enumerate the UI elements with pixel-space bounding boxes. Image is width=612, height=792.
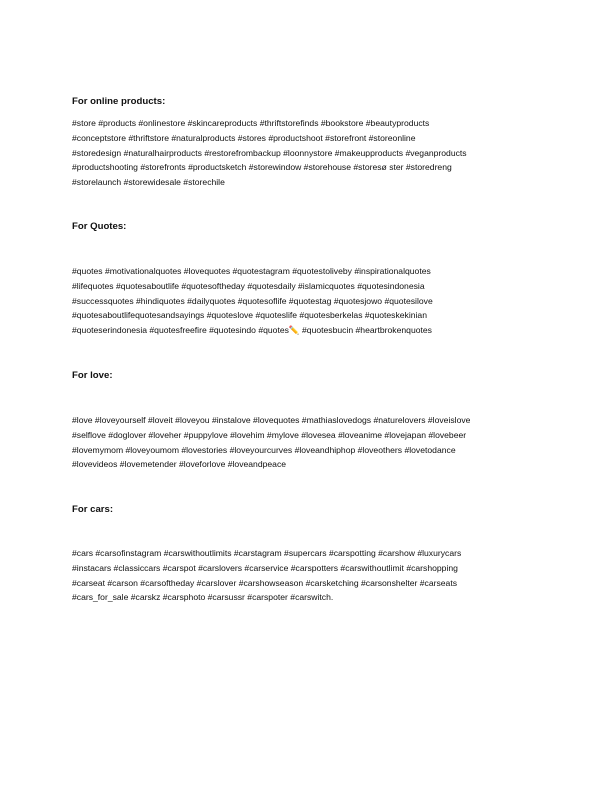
hashtag-line: #quotes #motivationalquotes #lovequotes #quotestagram #quotestoliveby #inspirationalquotes — [72, 266, 431, 276]
hashtag-line: #lovevideos #lovemetender #loveforlove #loveandpeace — [72, 459, 287, 470]
hashtag-line: #cars #carsofinstagram #carswithoutlimits #carstagram #supercars #carspotting #carshow #luxurycars — [72, 548, 462, 558]
section-heading-online-products: For online products: — [72, 96, 166, 107]
hashtag-line: #lifequotes #quotesaboutlife #quotesoftheday #quotesdaily #islamicquotes #quotesindonesia — [72, 280, 425, 291]
section-heading-love: For love: — [72, 370, 113, 381]
section-heading-cars: For cars: — [72, 504, 114, 515]
hashtag-line: #lovemymom #loveyoumom #lovestories #loveyourcurves #loveandhiphop #loveothers #lovetodance — [72, 444, 456, 455]
hashtag-line: #storelaunch #storewidesale #storechile — [72, 177, 225, 188]
hashtag-line: #quoteserindonesia #quotesfreefire #quotesindo #quotes✏️ #quotesbucin #heartbrokenquotes — [72, 325, 432, 336]
hashtag-line: #love #loveyourself #loveit #loveyou #instalove #lovequotes #mathiaslovedogs #naturelovers #loveislove — [72, 415, 471, 425]
hashtag-line: #productshooting #storefronts #productsketch #storewindow #storehouse #storesø ster #storedreng — [72, 162, 452, 173]
hashtag-paragraph-quotes — [72, 264, 544, 338]
section-heading-quotes: For Quotes: — [72, 221, 127, 232]
hashtag-line: #selflove #doglover #loveher #puppylove #lovehim #mylove #lovesea #loveanime #lovejapan #lovebeer — [72, 429, 467, 440]
hashtag-line: #carseat #carson #carsoftheday #carslover #carshowseason #carsketching #carsonshelter #carseats — [72, 577, 458, 588]
hashtag-line: #conceptstore #thriftstore #naturalproducts #stores #productshoot #storefront #storeonline — [72, 132, 416, 143]
hashtag-line: #storedesign #naturalhairproducts #restorefrombackup #loonnystore #makeupproducts #veganproducts — [72, 147, 467, 158]
hashtag-line: #instacars #classiccars #carspot #carslovers #carservice #carspotters #carswithoutlimit #carshopping — [72, 562, 458, 573]
hashtag-paragraph-cars — [72, 546, 544, 605]
hashtag-line: #cars_for_sale #carskz #carsphoto #carsussr #carspoter #carswitch. — [72, 592, 334, 603]
hashtag-line: #store #products #onlinestore #skincareproducts #thriftstorefinds #bookstore #beautyproducts — [72, 118, 430, 128]
hashtag-line: #successquotes #hindiquotes #dailyquotes #quotesoflife #quotestag #quotesjowo #quotesilove — [72, 295, 433, 306]
hashtag-paragraph-online-products — [72, 116, 544, 190]
hashtag-paragraph-love — [72, 413, 544, 472]
hashtag-line: #quotesaboutlifequotesandsayings #quoteslove #quoteslife #quotesberkelas #quoteskekinian — [72, 310, 427, 321]
